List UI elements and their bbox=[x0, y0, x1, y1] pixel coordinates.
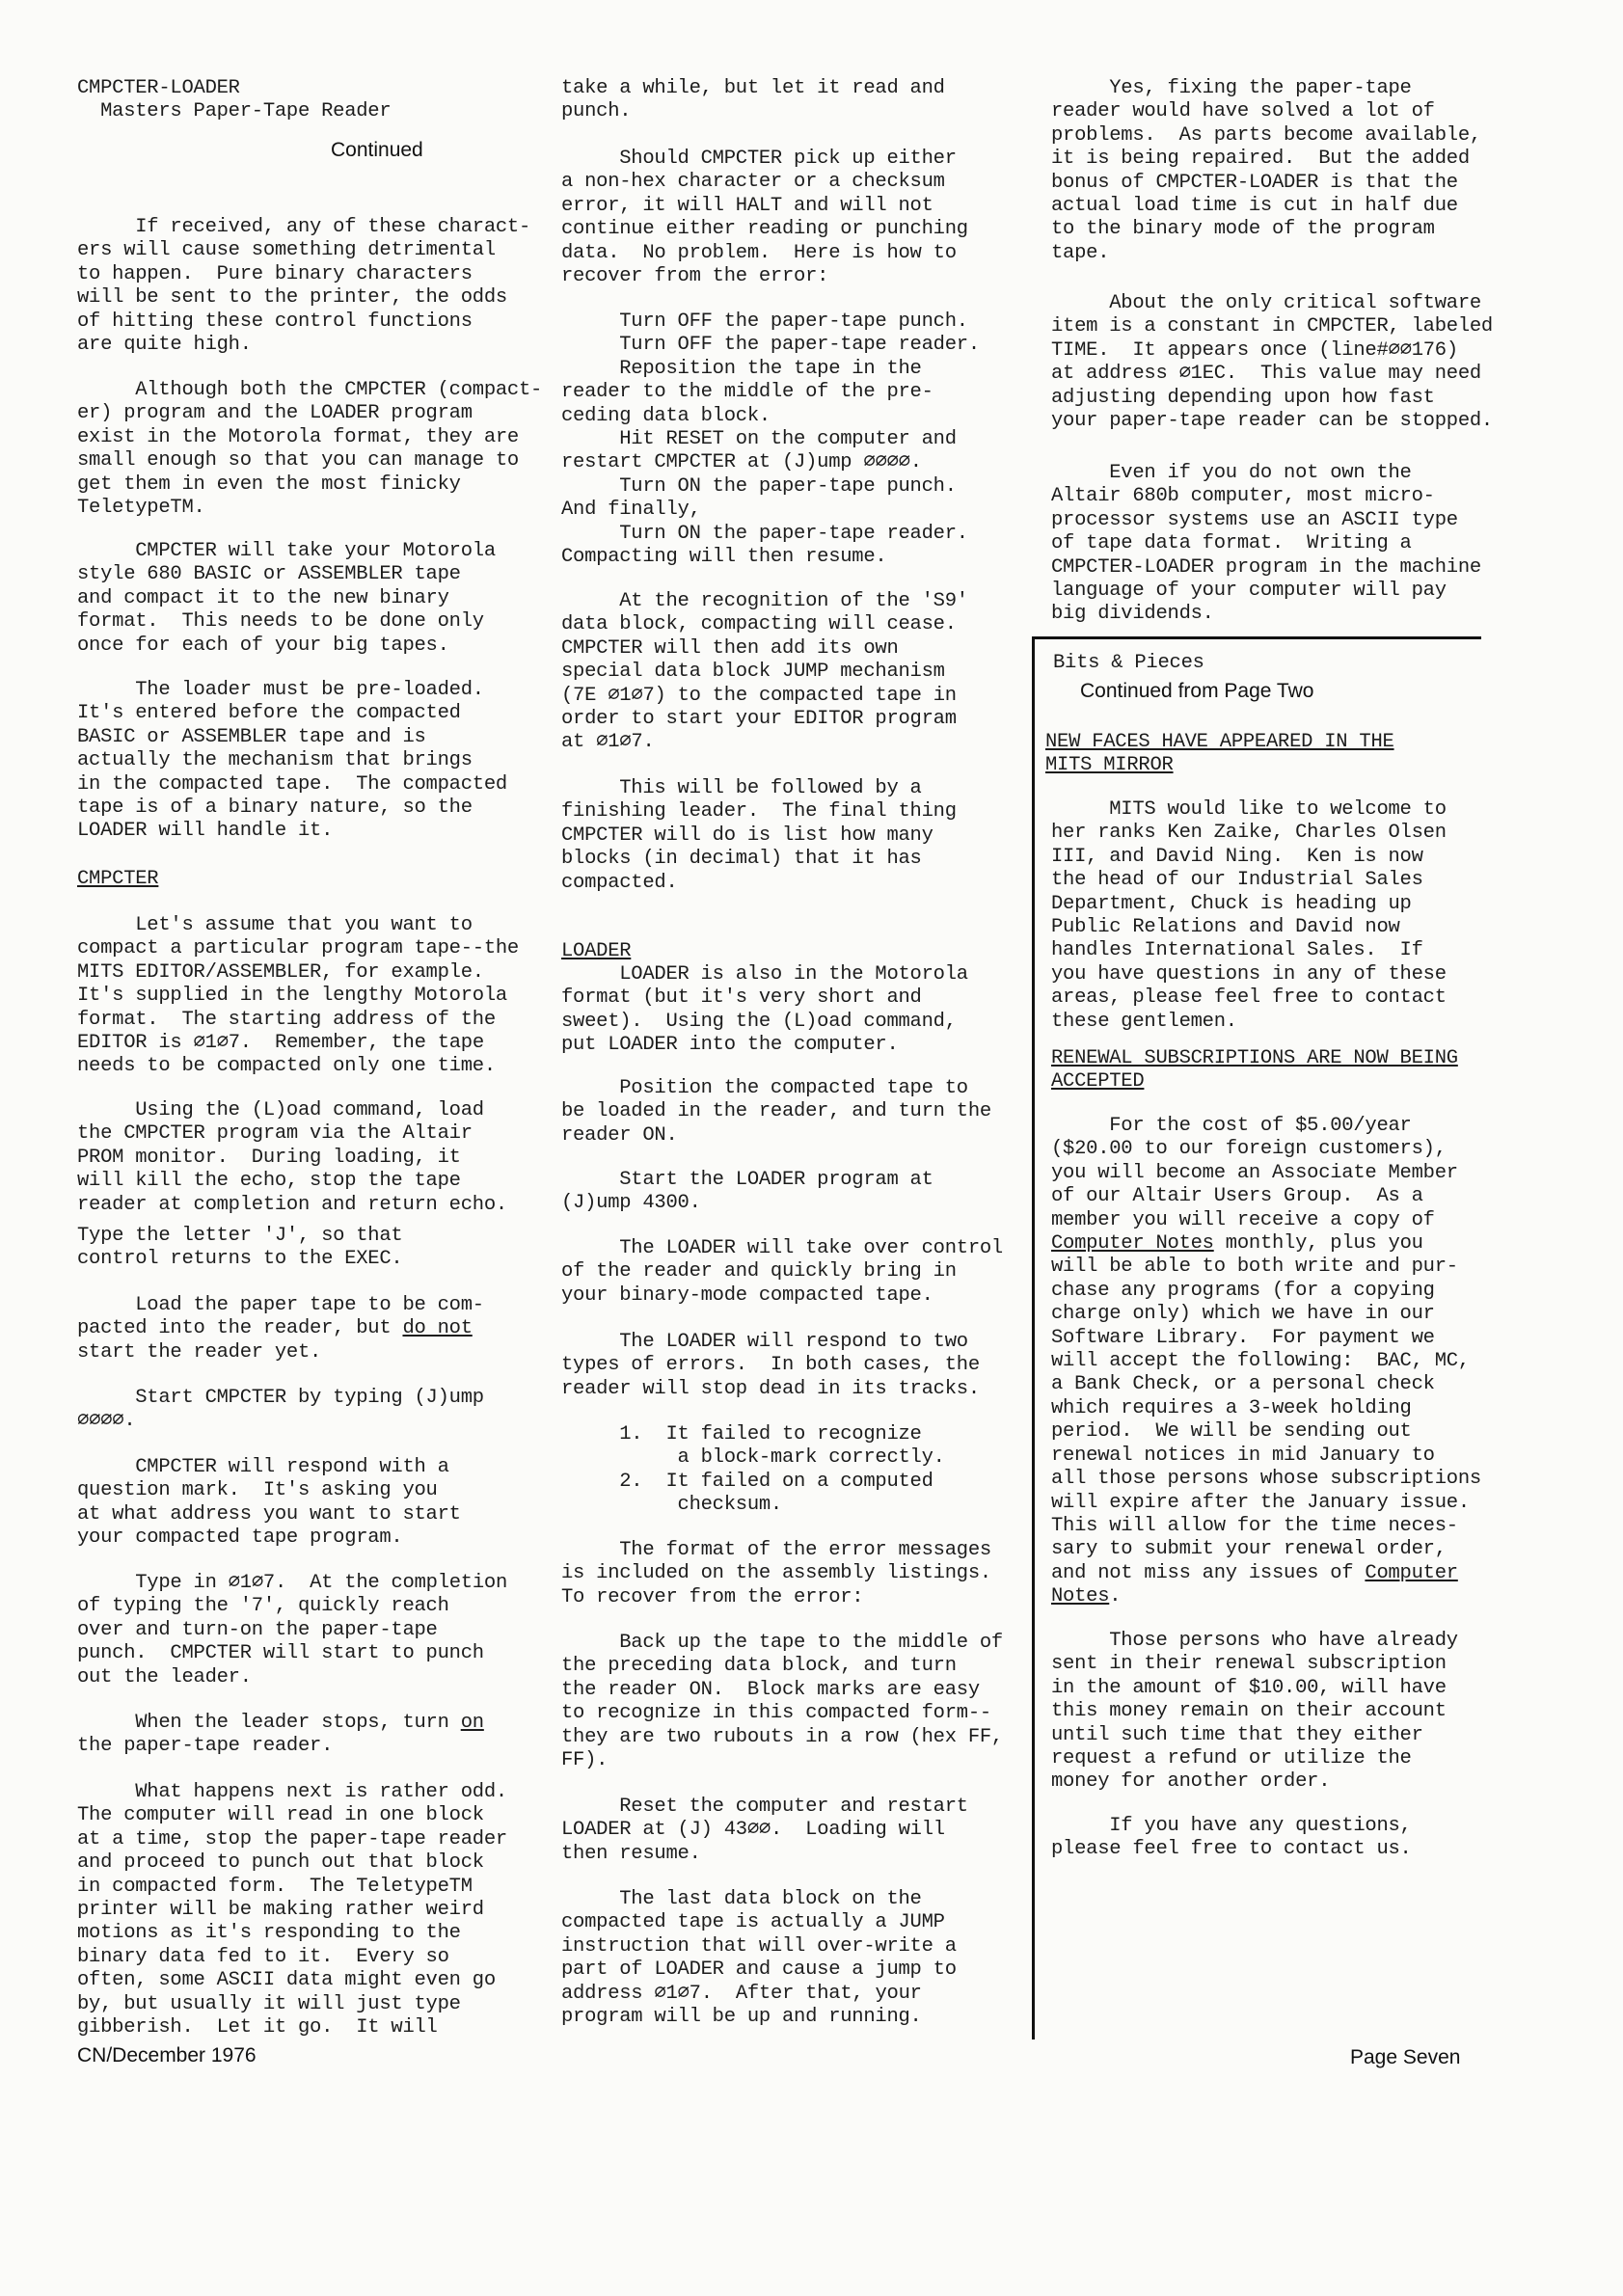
section-heading: MITS MIRROR bbox=[1045, 754, 1174, 776]
paragraph: Turn OFF the paper-tape punch. Turn OFF the paper-tape reader. Reposition the tape in the reader to the middle of the pre- ceding data block. Hit RESET on the computer and restart CMPCTER at (J)ump ∅∅∅∅. Turn ON the paper-tape punch. And finally, Turn ON the paper-tape reader. Compacting will then resume. bbox=[561, 311, 980, 569]
paragraph: The last data block on the compacted tape is actually a JUMP instruction that will over-write a part of LOADER and cause a jump to address ∅1∅7. After that, your program will be up and running. bbox=[561, 1888, 957, 2029]
paragraph: Using the (L)oad command, load the CMPCTER program via the Altair PROM monitor. During loading, it will kill the echo, stop the tape reader at completion and return echo. bbox=[77, 1099, 507, 1216]
paragraph: Load the paper tape to be com- pacted into the reader, but do not start the reader yet. bbox=[77, 1294, 484, 1364]
paragraph: take a while, but let it read and punch. bbox=[561, 77, 945, 123]
paragraph: CMPCTER will respond with a question mark. It's asking you at what address you want to start your compacted tape program. bbox=[77, 1456, 461, 1550]
paragraph: Although both the CMPCTER (compact- er) program and the LOADER program exist in the Motorola format, they are small enough so that you can manage to get them in even the most finicky TeletypeTM. bbox=[77, 379, 543, 520]
paragraph: What happens next is rather odd. The computer will read in one block at a time, stop the paper-tape reader and proceed to punch out that block in compacted form. The TeletypeTM printer will be making rather weird motions as it's responding to the binary data fed to it. Every so often, some ASCII data might even go by, but usually it will just type gibberish. Let it go. It will bbox=[77, 1781, 507, 2039]
paragraph: The loader must be pre-loaded. It's entered before the compacted BASIC or ASSEMBLER tape and is actually the mechanism that brings in the compacted tape. The compacted tape is of a binary nature, so the LOADER will handle it. bbox=[77, 679, 507, 843]
section-heading: ACCEPTED bbox=[1051, 1070, 1145, 1093]
paragraph: LOADER is also in the Motorola format (but it's very short and sweet). Using the (L)oad command, put LOADER into the computer. bbox=[561, 963, 968, 1057]
section-heading: CMPCTER bbox=[77, 868, 159, 890]
article-subtitle: Masters Paper-Tape Reader bbox=[77, 100, 392, 122]
section-heading: NEW FACES HAVE APPEARED IN THE bbox=[1045, 731, 1394, 753]
paragraph: Start the LOADER program at (J)ump 4300. bbox=[561, 1169, 933, 1215]
box-left-rule bbox=[1032, 636, 1035, 2039]
paragraph: The format of the error messages is included on the assembly listings. To recover from the error: bbox=[561, 1539, 991, 1608]
paragraph: At the recognition of the 'S9' data block, compacting will cease. CMPCTER will then add its own special data block JUMP mechanism (7E ∅1∅7) to the compacted tape in order to start your EDITOR program at ∅1∅7. bbox=[561, 590, 968, 754]
publication-title: Computer bbox=[1365, 1561, 1458, 1584]
footer-page-number: Page Seven bbox=[1350, 2046, 1461, 2068]
paragraph: Type in ∅1∅7. At the completion of typing the '7', quickly reach over and turn-on the paper-tape punch. CMPCTER will start to punch out the leader. bbox=[77, 1572, 508, 1688]
paragraph: MITS would like to welcome to her ranks Ken Zaike, Charles Olsen III, and David Ning. Ken is now the head of our Industrial Sales Department, Chuck is heading up Public Relations and David now handles International Sales. If you have questions in any of these areas, please feel free to contact these gentlemen. bbox=[1051, 798, 1447, 1033]
paragraph: Type the letter 'J', so that control returns to the EXEC. bbox=[77, 1225, 403, 1271]
continued-label: Continued bbox=[331, 139, 423, 161]
paragraph: Yes, fixing the paper-tape reader would have solved a lot of problems. As parts become available, it is being repaired. But the added bonus of CMPCTER-LOADER is that the actual load time is cut in half due to the binary mode of the program tape. bbox=[1051, 77, 1481, 264]
paragraph: Even if you do not own the Altair 680b computer, most micro- processor systems use an ASCII type of tape data format. Writing a CMPCTER-LOADER program in the machine language of your computer will pay big dividends. bbox=[1051, 462, 1481, 626]
paragraph: Reset the computer and restart LOADER at (J) 43∅∅. Loading will then resume. bbox=[561, 1796, 968, 1865]
paragraph: If you have any questions, please feel free to contact us. bbox=[1051, 1815, 1412, 1861]
box-continued-label: Continued from Page Two bbox=[1080, 680, 1314, 702]
section-heading: LOADER bbox=[561, 940, 632, 962]
publication-title: Computer Notes bbox=[1051, 1232, 1214, 1256]
paragraph: This will be followed by a finishing leader. The final thing CMPCTER will do is list how many blocks (in decimal) that it has compacted. bbox=[561, 777, 957, 894]
publication-title: Notes bbox=[1051, 1585, 1110, 1608]
paragraph: Start CMPCTER by typing (J)ump ∅∅∅∅. bbox=[77, 1387, 484, 1433]
paragraph: Position the compacted tape to be loaded in the reader, and turn the reader ON. bbox=[561, 1077, 991, 1147]
numbered-list: 1. It failed to recognize a block-mark correctly. 2. It failed on a computed checksum. bbox=[619, 1423, 945, 1517]
paragraph: The LOADER will take over control of the reader and quickly bring in your binary-mode compacted tape. bbox=[561, 1237, 1003, 1307]
paragraph: CMPCTER will take your Motorola style 680 BASIC or ASSEMBLER tape and compact it to the new binary format. This needs to be done only once for each of your big tapes. bbox=[77, 540, 496, 657]
paragraph: Should CMPCTER pick up either a non-hex character or a checksum error, it will HALT and will not continue either reading or punching data. No problem. Here is how to recover from the error: bbox=[561, 148, 968, 288]
box-top-rule bbox=[1032, 636, 1481, 639]
paragraph: About the only critical software item is a constant in CMPCTER, labeled TIME. It appears once (line#∅∅176) at address ∅1EC. This value may need adjusting depending upon how fast your paper-tape reader can be stopped. bbox=[1051, 292, 1493, 433]
box-title: Bits & Pieces bbox=[1053, 652, 1204, 674]
section-heading: RENEWAL SUBSCRIPTIONS ARE NOW BEING bbox=[1051, 1047, 1458, 1069]
paragraph: Back up the tape to the middle of the preceding data block, and turn the reader ON. Block marks are easy to recognize in this compacted form-- they are two rubouts in a row (hex FF, FF). bbox=[561, 1632, 1003, 1772]
emphasis-on: on bbox=[460, 1712, 484, 1734]
paragraph: If received, any of these charact- ers will cause something detrimental to happen. Pure binary characters will be sent to the printer, the odds of hitting these control functions are quite high. bbox=[77, 216, 531, 357]
article-title: CMPCTER-LOADER bbox=[77, 77, 240, 99]
paragraph: The LOADER will respond to two types of errors. In both cases, the reader will stop dead in its tracks. bbox=[561, 1331, 980, 1400]
paragraph: When the leader stops, turn on the paper-tape reader. bbox=[77, 1712, 484, 1758]
paragraph: For the cost of $5.00/year ($20.00 to our foreign customers), you will become an Associate Member of our Altair Users Group. As a member you will receive a copy of Computer Notes monthly, plus you will be able to both write and pur- chase any programs (for a copying charge only) which we have in our Software Library. For payment we will accept the following: BAC, MC, a Bank Check, or a personal check which requires a 3-week holding period. We will be sending out renewal notices in mid January to all those persons whose subscriptions will expire after the January issue. This will allow for the time neces- sary to submit your renewal order, and not miss any issues of Computer Notes. bbox=[1051, 1115, 1481, 1608]
emphasis-do-not: do not bbox=[402, 1317, 473, 1340]
footer-issue: CN/December 1976 bbox=[77, 2044, 257, 2066]
paragraph: Let's assume that you want to compact a particular program tape--the MITS EDITOR/ASSEMBLER, for example. It's supplied in the lengthy Motorola format. The starting address of the EDITOR is ∅1∅7. Remember, the tape needs to be compacted only one time. bbox=[77, 914, 519, 1078]
paragraph: Those persons who have already sent in their renewal subscription in the amount of $10.00, will have this money remain on their account until such time that they either request a refund or utilize the money for another order. bbox=[1051, 1630, 1458, 1794]
